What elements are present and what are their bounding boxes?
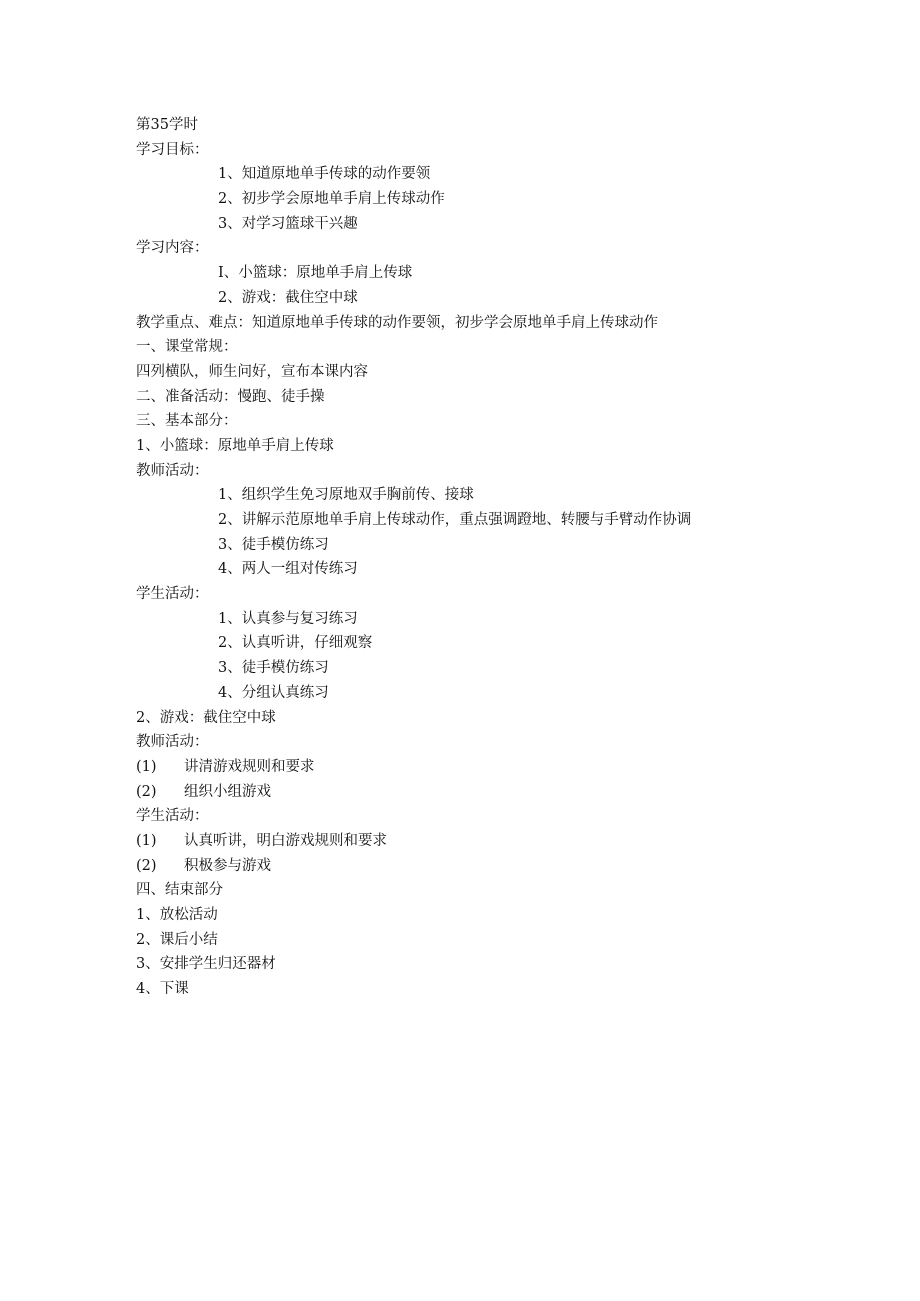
student-activity-item: 2、认真听讲，仔细观察 [218, 635, 373, 652]
section1-title: 1、小篮球：原地单手肩上传球 [136, 437, 334, 454]
teacher-activity-heading: 教师活动： [136, 462, 209, 479]
section2-title: 2、游戏：截住空中球 [136, 709, 276, 726]
contents-heading: 学习内容： [136, 240, 209, 257]
lesson-title: 第35学时 [136, 117, 198, 133]
teacher-activity-item [136, 780, 876, 805]
objective-item: 3、对学习篮球干兴趣 [218, 215, 358, 232]
ending-heading: 四、结束部分 [136, 882, 223, 899]
student-activity-item: 1、认真参与复习练习 [218, 610, 358, 627]
item-text: 组织小组游戏 [184, 783, 271, 800]
content-item: 2、游戏：截住空中球 [218, 289, 358, 306]
teacher-activity-heading: 教师活动： [136, 734, 209, 751]
basic-part-heading: 三、基本部分： [136, 413, 238, 430]
warmup-text: 二、准备活动：慢跑、徒手操 [136, 388, 325, 405]
student-activity-item: 4、分组认真练习 [218, 684, 329, 701]
objectives-heading: 学习目标： [136, 141, 209, 158]
objective-item: 1、知道原地单手传球的动作要领 [218, 166, 431, 183]
ending-item: 3、安排学生归还器材 [136, 956, 276, 973]
routine-heading: 一、课堂常规： [136, 339, 238, 356]
ending-item: 1、放松活动 [136, 907, 218, 923]
teacher-activity-item: 1、组织学生免习原地双手胸前传、接球 [218, 487, 474, 504]
student-activity-heading: 学生活动： [136, 808, 209, 825]
routine-text: 四列横队，师生问好，宣布本课内容 [136, 363, 368, 380]
student-activity-item [136, 829, 876, 854]
teacher-activity-item: 4、两人一组对传练习 [218, 561, 358, 578]
student-activity-item: 3、徒手模仿练习 [218, 660, 329, 677]
item-number: (1) [136, 758, 157, 775]
item-text: 积极参与游戏 [184, 857, 271, 874]
item-number: (2) [136, 857, 157, 874]
student-activity-item [136, 854, 876, 879]
teacher-activity-item: 3、徒手模仿练习 [218, 536, 329, 553]
item-number: (2) [136, 783, 157, 800]
item-text: 讲清游戏规则和要求 [184, 758, 315, 775]
ending-item: 2、课后小结 [136, 931, 218, 948]
document-body [136, 113, 876, 1002]
content-item: I、小篮球：原地单手肩上传球 [218, 265, 413, 282]
ending-item: 4、下课 [136, 981, 189, 998]
item-number: (1) [136, 832, 157, 849]
objective-item: 2、初步学会原地单手肩上传球动作 [218, 191, 445, 208]
item-text: 认真听讲，明白游戏规则和要求 [184, 832, 387, 849]
student-activity-heading: 学生活动： [136, 586, 209, 603]
teacher-activity-item [136, 755, 876, 780]
key-points: 教学重点、难点：知道原地单手传球的动作要领，初步学会原地单手肩上传球动作 [136, 314, 658, 331]
teacher-activity-item: 2、讲解示范原地单手肩上传球动作，重点强调蹬地、转腰与手臂动作协调 [218, 512, 692, 528]
